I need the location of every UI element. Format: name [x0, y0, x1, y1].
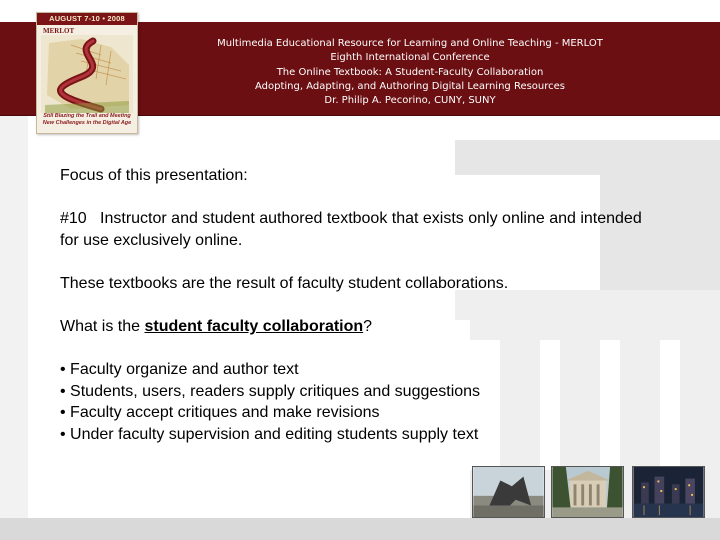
logo-tagline-line: Still Blazing the Trail and Meeting: [43, 113, 131, 119]
question-prefix: What is the: [60, 318, 145, 335]
campus-building-photo: [551, 466, 624, 518]
city-night-photo: [632, 466, 705, 518]
student-faculty-collaboration-link[interactable]: student faculty collaboration: [144, 318, 364, 335]
logo-trail-illustration: [41, 35, 133, 113]
list-item: • Students, users, readers supply critiques and suggestions: [60, 382, 481, 400]
logo-tagline-line: New Challenges in the Digital Age: [42, 120, 132, 126]
focus-heading: Focus of this presentation:: [60, 167, 248, 184]
list-item: • Under faculty supervision and editing students supply text: [60, 425, 479, 443]
header-line-conference: Eighth International Conference: [330, 52, 490, 64]
question-suffix: ?: [363, 318, 373, 335]
conference-logo: [36, 12, 138, 134]
list-item: • Faculty organize and author text: [60, 361, 299, 378]
header-line-organization: Multimedia Educational Resource for Learning and Online Teaching - MERLOT: [217, 38, 603, 49]
header-title-block: [150, 37, 670, 108]
item-10-description: #10 Instructor and student authored textbook that exists only online and intended for use exclusively online.: [60, 210, 647, 249]
sculpture-photo: [472, 466, 545, 518]
footer-band: [0, 518, 720, 540]
collaboration-question: [60, 316, 680, 338]
logo-date: AUGUST 7-10 • 2008: [37, 13, 137, 25]
header-line-subtitle: Adopting, Adapting, and Authoring Digital Learning Resources: [254, 80, 566, 92]
list-item: • Faculty accept critiques and make revisions: [60, 404, 380, 421]
logo-tagline: [39, 113, 135, 127]
header-line-presenter: Dr. Philip A. Pecorino, CUNY, SUNY: [324, 95, 496, 107]
collaboration-statement: These textbooks are the result of faculty student collaborations.: [60, 275, 509, 292]
logo-brand: MERLOT: [43, 27, 75, 35]
collaboration-bullet-list: [60, 359, 680, 445]
header-line-title: The Online Textbook: A Student-Faculty Collaboration: [276, 66, 544, 78]
